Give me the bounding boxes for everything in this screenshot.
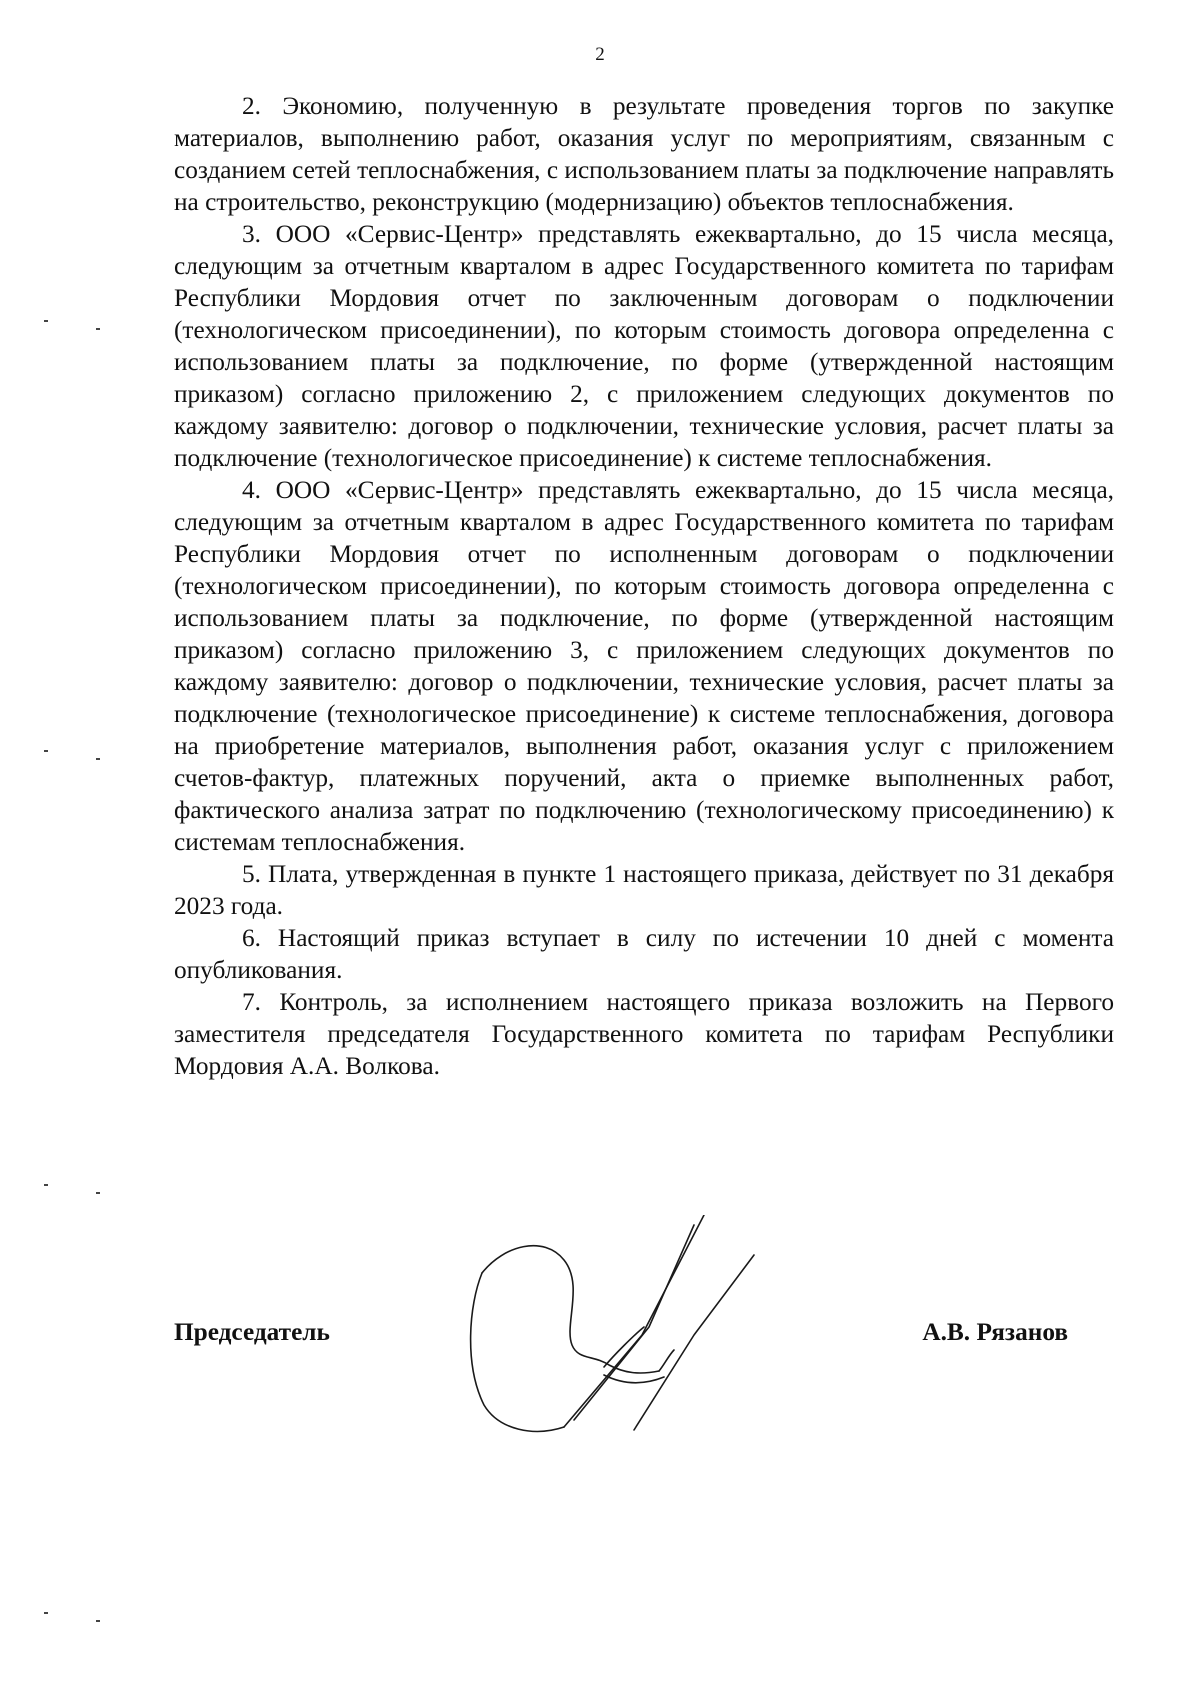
paragraph-2: 2. Экономию, полученную в результате проведения торгов по закупке материалов, выполнению работ, оказания услуг по мероприятиям, связанным с созданием сетей теплоснабжения, с использованием платы за подключение направлять на строительство, реконструкцию (модернизацию) объектов теплоснабжения. <box>174 92 1114 216</box>
scan-mark <box>96 1192 100 1194</box>
signature-block <box>174 1215 1068 1445</box>
document-body <box>174 90 1114 1082</box>
paragraph-4: 4. ООО «Сервис-Центр» представлять ежеквартально, до 15 числа месяца, следующим за отчетным кварталом в адрес Государственного комитета по тарифам Республики Мордовия отчет по исполненным договорам о подключении (технологическом присоединении), по которым стоимость договора определенна с использованием платы за подключение, по форме (утвержденной настоящим приказом) согласно приложению 3, с приложением следующих документов по каждому заявителю: договор о подключении, технические условия, расчет платы за подключение (технологическое присоединение) к системе теплоснабжения, договора на приобретение материалов, выполнения работ, оказания услуг с приложением счетов-фактур, платежных поручений, акта о приемке выполненных работ, фактического анализа затрат по подключению (технологическому присоединению) к системам теплоснабжения. <box>174 476 1114 856</box>
scan-mark <box>44 320 48 322</box>
scan-mark <box>44 750 48 752</box>
page-number: 2 <box>595 44 605 65</box>
signatory-title: Председатель <box>174 1318 330 1346</box>
scan-mark <box>44 1184 48 1186</box>
scan-mark <box>44 1612 48 1614</box>
paragraph-7: 7. Контроль, за исполнением настоящего приказа возложить на Первого заместителя председателя Государственного комитета по тарифам Республики Мордовия А.А. Волкова. <box>174 988 1114 1080</box>
paragraph-3: 3. ООО «Сервис-Центр» представлять ежеквартально, до 15 числа месяца, следующим за отчетным кварталом в адрес Государственного комитета по тарифам Республики Мордовия отчет по заключенным договорам о подключении (технологическом присоединении), по которым стоимость договора определенна с использованием платы за подключение, по форме (утвержденной настоящим приказом) согласно приложению 2, с приложением следующих документов по каждому заявителю: договор о подключении, технические условия, расчет платы за подключение (технологическое присоединение) к системе теплоснабжения. <box>174 220 1114 472</box>
paragraph-6: 6. Настоящий приказ вступает в силу по истечении 10 дней с момента опубликования. <box>174 924 1114 984</box>
signatory-name: А.В. Рязанов <box>922 1318 1068 1346</box>
paragraph-5: 5. Плата, утвержденная в пункте 1 настоящего приказа, действует по 31 декабря 2023 года. <box>174 860 1114 920</box>
scan-mark <box>96 1620 100 1622</box>
scan-mark <box>96 758 100 760</box>
scan-mark <box>96 328 100 330</box>
handwritten-signature <box>464 1215 784 1445</box>
